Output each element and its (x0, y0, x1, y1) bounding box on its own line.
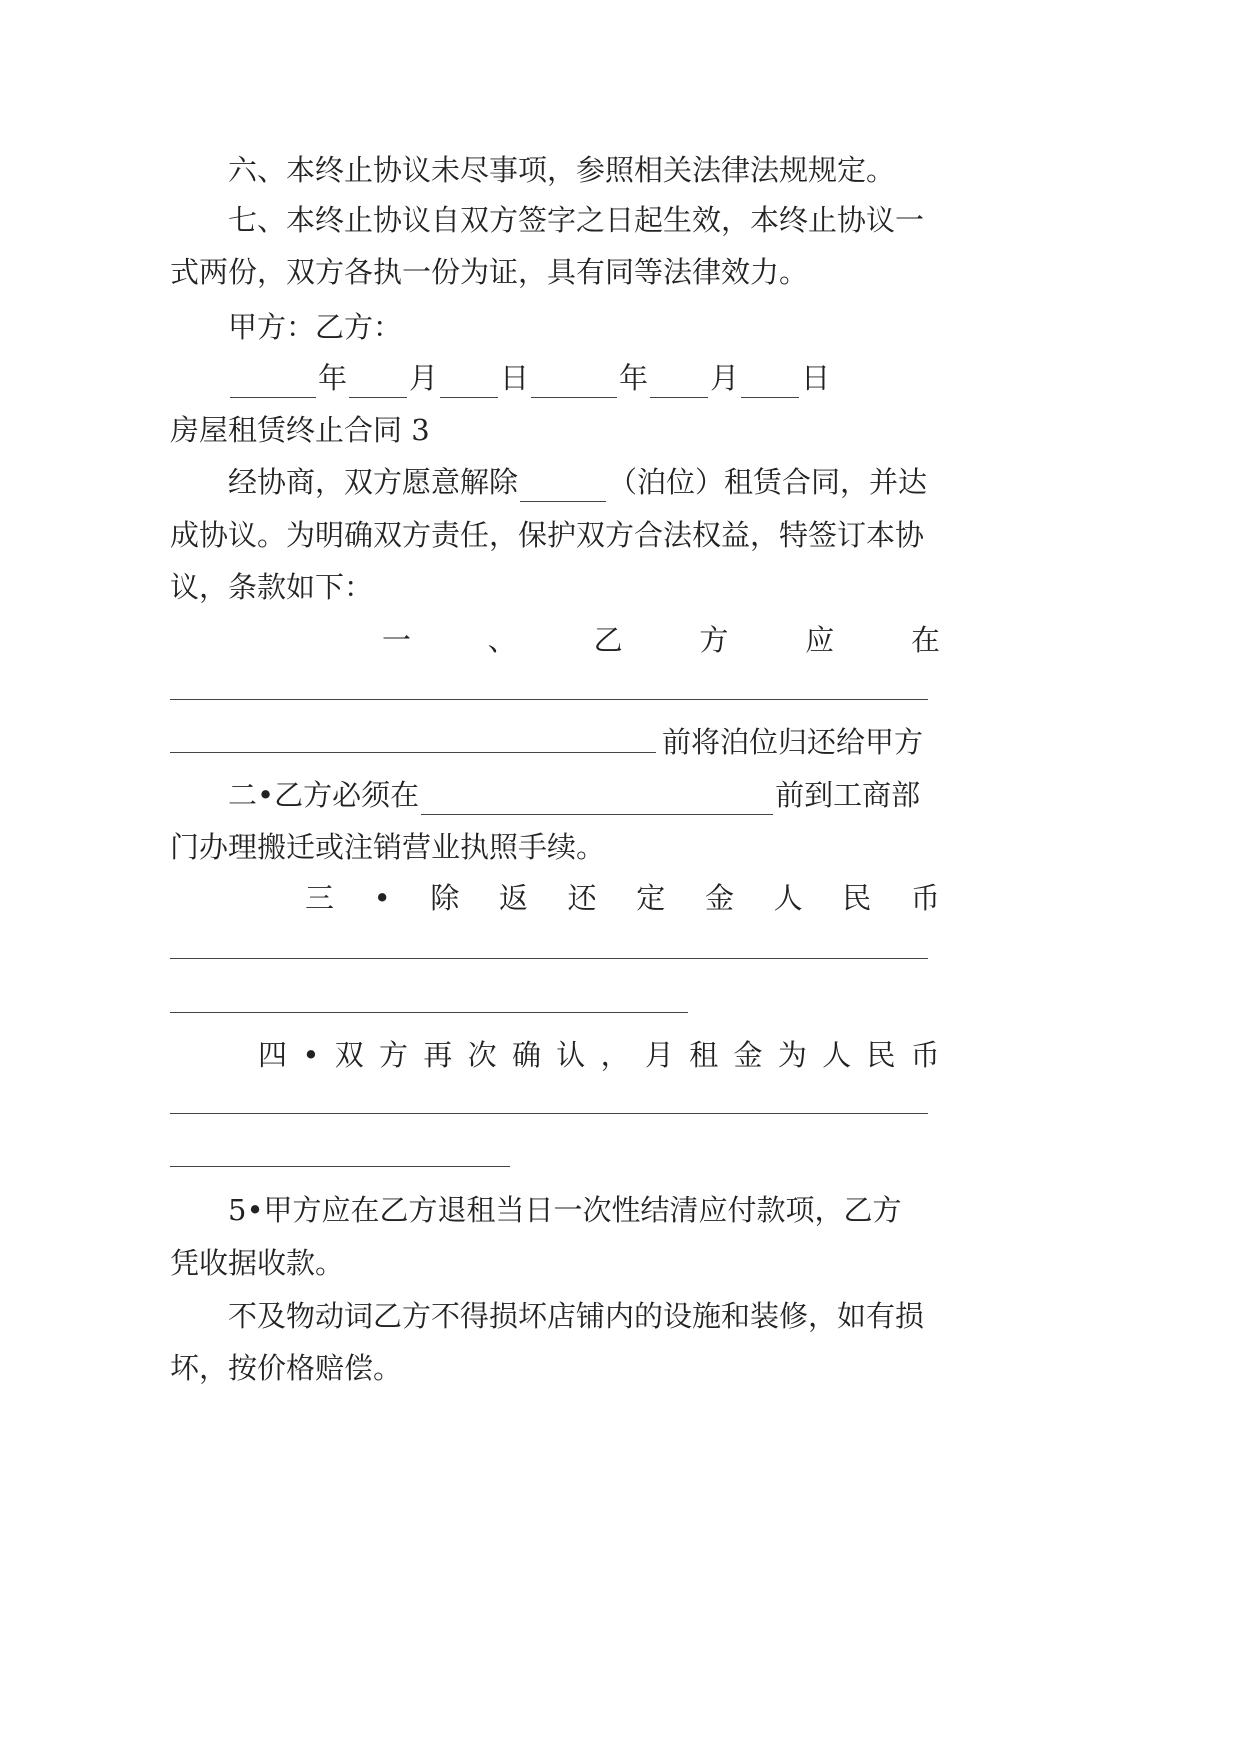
item-3-char: 除 (430, 881, 460, 915)
blank-month (349, 367, 407, 398)
clause-6: 六、本终止协议未尽事项，参照相关法律法规规定。 (228, 153, 896, 187)
item-3-char: 定 (636, 881, 666, 915)
intro-line-1 (228, 462, 927, 502)
item-3-char: 民 (842, 881, 872, 915)
item-1-char: 方 (699, 623, 729, 657)
item-4-char: 再 (423, 1038, 453, 1072)
fill-line-6 (170, 1166, 510, 1167)
item-4-char: 双 (334, 1038, 364, 1072)
item-3-char: 还 (567, 881, 597, 915)
item-3-char: 返 (499, 881, 529, 915)
fill-line-2 (170, 752, 656, 753)
item-4-line (258, 1035, 940, 1075)
intro-part-2: （泊位）租赁合同，并达 (608, 465, 928, 499)
item-4-char: 为 (777, 1038, 807, 1072)
blank-year-2 (531, 367, 617, 398)
item-5-line-1: 5•甲方应在乙方退租当日一次性结清应付款项，乙方 (228, 1193, 902, 1227)
item-1-char: 应 (805, 623, 835, 657)
item-4-char: 月 (644, 1038, 674, 1072)
clause-7-line-2: 式两份，双方各执一份为证，具有同等法律效力。 (170, 255, 809, 289)
day-label: 日 (500, 361, 530, 395)
blank-year (230, 367, 316, 398)
blank-month-2 (650, 367, 708, 398)
item-1-char: 乙 (593, 623, 623, 657)
item-3-line (305, 878, 940, 918)
item-1-char: 在 (910, 623, 940, 657)
fill-line-5 (170, 1113, 928, 1114)
item-4-char: • (302, 1038, 320, 1072)
blank-day-2 (741, 367, 799, 398)
fill-line-1 (170, 699, 928, 700)
item-4-char: 币 (910, 1038, 940, 1072)
fill-line-4 (170, 1012, 688, 1013)
item-2-part-1: 二•乙方必须在 (228, 778, 420, 812)
item-2-line-1 (228, 775, 920, 815)
item-4-char: 认 (556, 1038, 586, 1072)
item-4-char: 方 (379, 1038, 409, 1072)
blank-day (440, 367, 498, 398)
item-4-char: 人 (822, 1038, 852, 1072)
item-1-char: 一 (382, 623, 412, 657)
item-4-char: 次 (467, 1038, 497, 1072)
item-4-char: 租 (689, 1038, 719, 1072)
item-1-char: 、 (487, 623, 517, 657)
item-2-part-2: 前到工商部 (775, 778, 921, 812)
item-4-char: 四 (258, 1038, 288, 1072)
item-4-char: 金 (733, 1038, 763, 1072)
item-3-char: 金 (704, 881, 734, 915)
item-3-char: 人 (773, 881, 803, 915)
blank-berth (520, 471, 606, 502)
item-6-line-2: 坏，按价格赔偿。 (170, 1351, 403, 1385)
item-2-line-2: 门办理搬迁或注销营业执照手续。 (170, 830, 606, 864)
item-6-line-1: 不及物动词乙方不得损坏店铺内的设施和装修，如有损 (228, 1299, 925, 1333)
intro-line-3: 议，条款如下： (170, 570, 374, 604)
section-title-3: 房屋租赁终止合同 3 (170, 413, 430, 447)
month-label: 月 (409, 361, 439, 395)
item-3-char: 三 (305, 881, 335, 915)
signature-parties: 甲方：乙方： (228, 310, 403, 344)
day-label-2: 日 (801, 361, 831, 395)
item-4-char: 民 (866, 1038, 896, 1072)
year-label-2: 年 (619, 361, 649, 395)
month-label-2: 月 (710, 361, 740, 395)
item-3-char: • (373, 881, 391, 915)
signature-date-line (228, 358, 830, 398)
item-1-end: 前将泊位归还给甲方 (662, 725, 924, 759)
item-4-char: ， (600, 1038, 630, 1072)
blank-deadline (421, 784, 773, 815)
year-label: 年 (318, 361, 348, 395)
item-1-line (382, 620, 940, 660)
item-4-char: 确 (511, 1038, 541, 1072)
intro-part-1: 经协商，双方愿意解除 (228, 465, 519, 499)
fill-line-3 (170, 958, 928, 959)
clause-7-line-1: 七、本终止协议自双方签字之日起生效，本终止协议一 (228, 203, 925, 237)
intro-line-2: 成协议。为明确双方责任，保护双方合法权益，特签订本协 (170, 518, 925, 552)
item-3-char: 币 (910, 881, 940, 915)
item-5-line-2: 凭收据收款。 (170, 1246, 345, 1280)
